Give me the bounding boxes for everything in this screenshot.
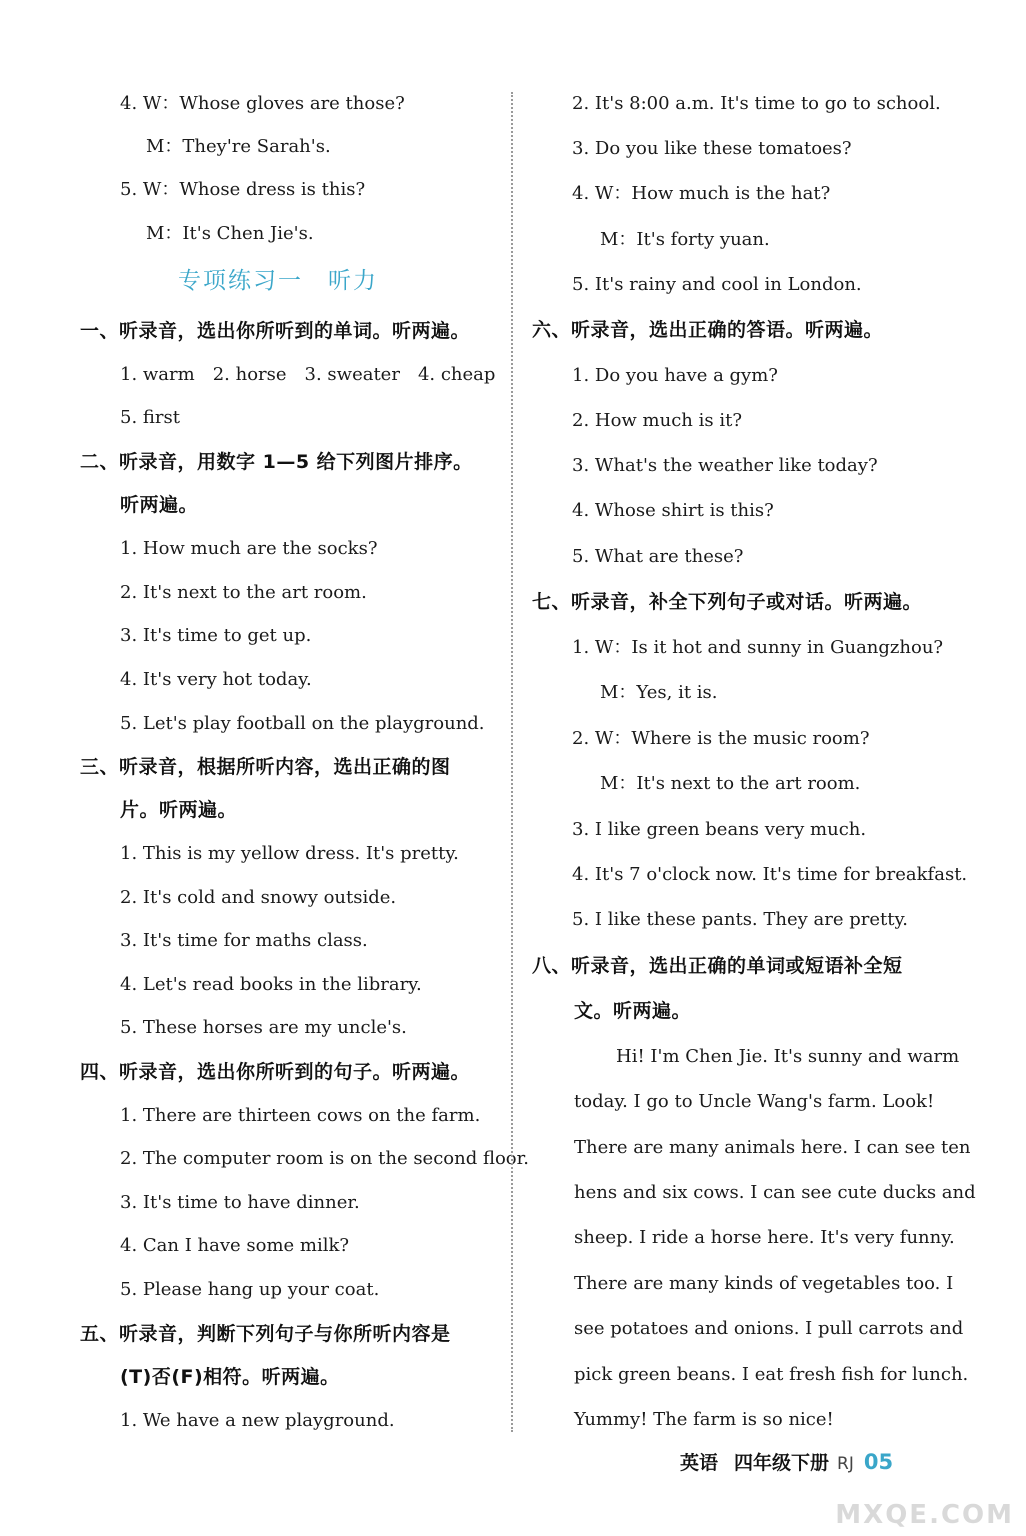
passage-line: There are many animals here. I can see ten: [574, 1137, 971, 1158]
answer-line: 2. How much is it?: [572, 410, 742, 431]
answer-line: 2. The computer room is on the second floor.: [120, 1148, 529, 1169]
dialogue-line: M：Yes, it is.: [600, 682, 718, 703]
question-heading: 五、听录音，判断下列句子与你所听内容是: [80, 1323, 451, 1345]
passage-line: Yummy! The farm is so nice!: [574, 1409, 834, 1430]
answer-line: 4. It's 7 o'clock now. It's time for breakfast.: [572, 864, 968, 885]
answer-line: 5. These horses are my uncle's.: [120, 1017, 407, 1038]
question-heading-cont: 文。听两遍。: [574, 1000, 692, 1022]
answer-line: 1. This is my yellow dress. It's pretty.: [120, 843, 459, 864]
answer-line: 1. warm 2. horse 3. sweater 4. cheap: [120, 364, 496, 385]
answer-line: 1. How much are the socks?: [120, 538, 378, 559]
dialogue-line: M：They're Sarah's.: [146, 136, 331, 157]
answer-line: 3. I like green beans very much.: [572, 819, 867, 840]
question-heading-cont: (T)否(F)相符。听两遍。: [120, 1366, 340, 1388]
answer-line: 1. We have a new playground.: [120, 1410, 395, 1431]
question-heading-cont: 听两遍。: [120, 494, 199, 516]
answer-line: 5. Please hang up your coat.: [120, 1279, 380, 1300]
footer-subject: 英语: [680, 1452, 719, 1474]
question-heading-cont: 片。听两遍。: [120, 799, 238, 821]
question-heading: 四、听录音，选出你所听到的句子。听两遍。: [80, 1061, 471, 1083]
answer-line: 3. It's time to get up.: [120, 625, 312, 646]
passage-line: hens and six cows. I can see cute ducks and: [574, 1182, 976, 1203]
footer-series: RJ: [837, 1454, 854, 1474]
question-heading: 一、听录音，选出你所听到的单词。听两遍。: [80, 320, 471, 342]
passage-line: There are many kinds of vegetables too. I: [574, 1273, 954, 1294]
question-heading: 八、听录音，选出正确的单词或短语补全短: [532, 955, 903, 977]
dialogue-line: 4. W：Whose gloves are those?: [120, 93, 405, 114]
answer-line: 2. It's cold and snowy outside.: [120, 887, 397, 908]
answer-line: 4. Let's read books in the library.: [120, 974, 422, 995]
page-number: 05: [863, 1450, 894, 1474]
column-divider: [511, 92, 513, 1432]
answer-line: 1. There are thirteen cows on the farm.: [120, 1105, 481, 1126]
dialogue-line: M：It's Chen Jie's.: [146, 223, 314, 244]
answer-line: 2. It's 8:00 a.m. It's time to go to school.: [572, 93, 941, 114]
question-heading: 二、听录音，用数字 1—5 给下列图片排序。: [80, 451, 473, 473]
passage-line: sheep. I ride a horse here. It's very funny.: [574, 1227, 955, 1248]
dialogue-line: M：It's next to the art room.: [600, 773, 861, 794]
answer-line: 5. I like these pants. They are pretty.: [572, 909, 908, 930]
dialogue-line: M：It's forty yuan.: [600, 229, 770, 250]
passage-line: see potatoes and onions. I pull carrots and: [574, 1318, 964, 1339]
answer-line: 3. Do you like these tomatoes?: [572, 138, 852, 159]
answer-line: 3. It's time for maths class.: [120, 930, 368, 951]
watermark-text: MXQE.COM: [835, 1500, 1014, 1530]
answer-line: 4. It's very hot today.: [120, 669, 312, 690]
dialogue-line: 4. W：How much is the hat?: [572, 183, 831, 204]
answer-line: 1. Do you have a gym?: [572, 365, 778, 386]
section-title: 专项练习一 听力: [178, 268, 378, 294]
answer-line: 3. It's time to have dinner.: [120, 1192, 360, 1213]
answer-line: 5. first: [120, 407, 180, 428]
answer-line: 2. It's next to the art room.: [120, 582, 367, 603]
answer-line: 5. What are these?: [572, 546, 744, 567]
answer-line: 5. Let's play football on the playground.: [120, 713, 485, 734]
passage-line: Hi! I'm Chen Jie. It's sunny and warm: [616, 1046, 960, 1067]
question-heading: 七、听录音，补全下列句子或对话。听两遍。: [532, 591, 923, 613]
answer-line: 4. Can I have some milk?: [120, 1235, 350, 1256]
answer-line: 5. It's rainy and cool in London.: [572, 274, 862, 295]
footer-grade: 四年级下册: [734, 1452, 830, 1474]
dialogue-line: 1. W：Is it hot and sunny in Guangzhou?: [572, 637, 944, 658]
question-heading: 六、听录音，选出正确的答语。听两遍。: [532, 319, 884, 341]
passage-line: pick green beans. I eat fresh fish for lunch.: [574, 1364, 969, 1385]
question-heading: 三、听录音，根据所听内容，选出正确的图: [80, 756, 451, 778]
passage-line: today. I go to Uncle Wang's farm. Look!: [574, 1091, 935, 1112]
dialogue-line: 2. W：Where is the music room?: [572, 728, 870, 749]
dialogue-line: 5. W：Whose dress is this?: [120, 179, 366, 200]
answer-line: 3. What's the weather like today?: [572, 455, 878, 476]
answer-line: 4. Whose shirt is this?: [572, 500, 774, 521]
